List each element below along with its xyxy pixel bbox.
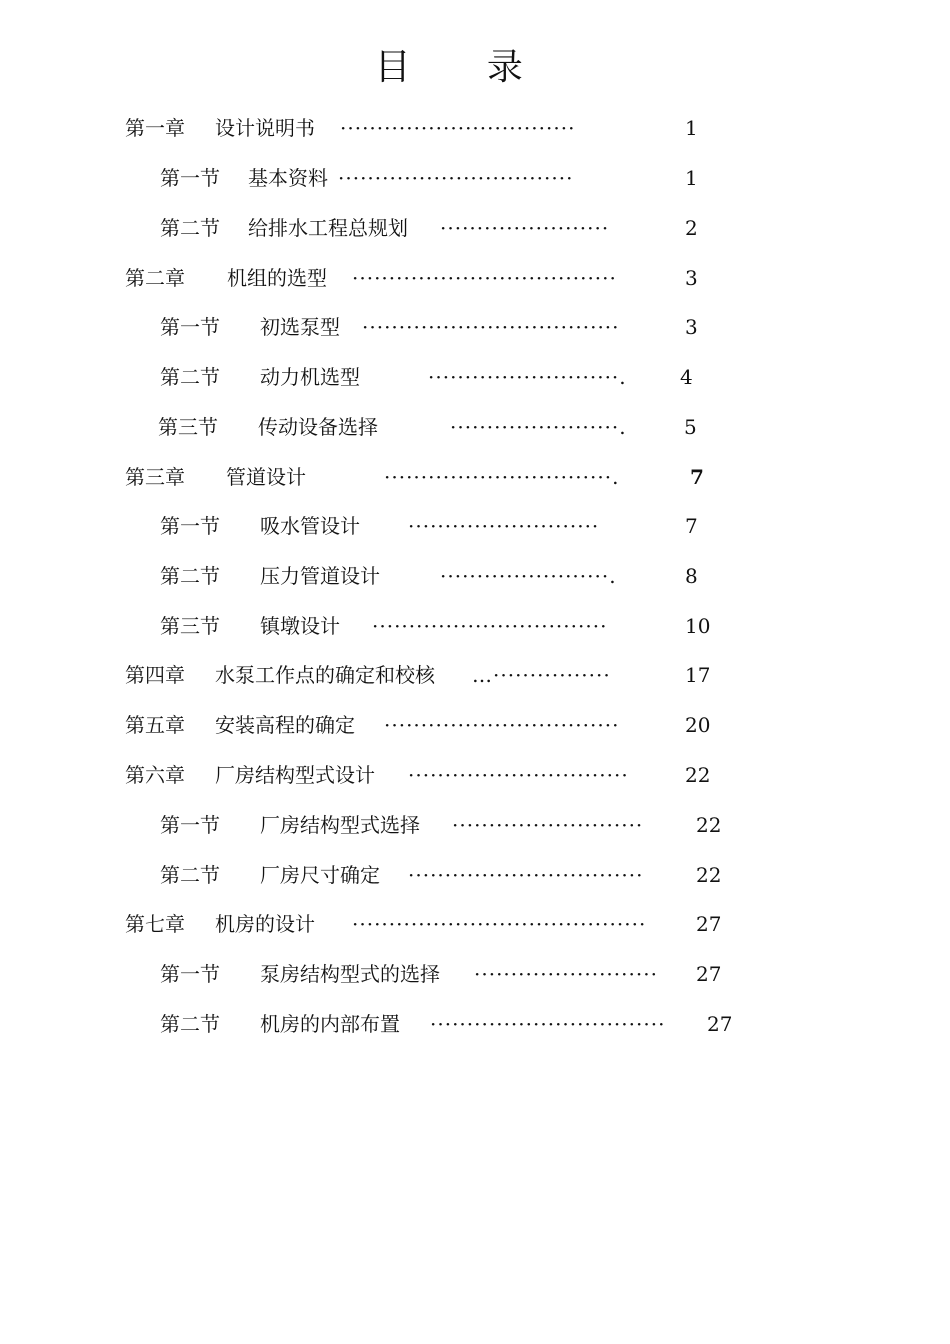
toc-entry [0,710,950,740]
toc-entry [0,1009,950,1039]
toc-entry [0,959,950,989]
toc-page-number: 7 [690,465,704,489]
toc-page-number: 22 [696,813,722,837]
toc-entry [0,611,950,641]
toc-entry [0,660,950,690]
toc-page-number: 8 [685,564,698,588]
toc-entry [0,362,950,392]
toc-entry-title: 厂房结构型式选择 [260,813,420,837]
toc-page-number: 4 [680,365,693,389]
toc-entry-title: 传动设备选择 [258,415,378,439]
toc-entry-number: 第七章 [125,912,185,936]
toc-entry [0,312,950,342]
toc-entry [0,909,950,939]
toc-entry-title: 压力管道设计 [260,564,380,588]
toc-page-number: 3 [685,315,698,339]
toc-leader-dots: ························· [474,962,658,986]
toc-leader-dots: ·······················. [440,564,617,588]
toc-leader-dots: ································ [430,1012,666,1036]
toc-entry-title: 机房的内部布置 [260,1012,400,1036]
toc-entry [0,561,950,591]
toc-entry-title: 镇墩设计 [260,614,340,638]
toc-entry-number: 第五章 [125,713,185,737]
toc-entry-title: 机房的设计 [215,912,315,936]
toc-entry-number: 第二节 [160,1012,220,1036]
toc-entry [0,810,950,840]
toc-entry-number: 第二节 [160,564,220,588]
toc-entry [0,860,950,890]
toc-page-number: 10 [685,614,711,638]
toc-entry-title: 厂房尺寸确定 [260,863,380,887]
toc-leader-dots: ···································· [352,266,617,290]
toc-page-number: 17 [685,663,711,687]
toc-leader-dots: ·························· [452,813,644,837]
toc-page-number: 22 [685,763,711,787]
toc-entry-title: 泵房结构型式的选择 [260,962,440,986]
toc-leader-dots: ································ [408,863,644,887]
toc-entry-title: 机组的选型 [227,266,327,290]
toc-entry [0,263,950,293]
toc-entry [0,213,950,243]
toc-page-number: 1 [685,116,698,140]
toc-entry-title: 水泵工作点的确定和校核 [215,663,435,687]
toc-entry-number: 第一节 [160,166,220,190]
toc-leader-dots: …················ [472,663,611,687]
toc-entry-title: 设计说明书 [215,116,315,140]
toc-page-number: 2 [685,216,698,240]
toc-entry-number: 第二章 [125,266,185,290]
toc-entry-number: 第二节 [160,216,220,240]
toc-page-number: 27 [696,962,722,986]
toc-entry-title: 吸水管设计 [260,514,360,538]
toc-leader-dots: ········································ [352,912,647,936]
toc-leader-dots: ··································· [362,315,620,339]
toc-entry [0,163,950,193]
toc-page-number: 3 [685,266,698,290]
toc-leader-dots: ······························ [408,763,629,787]
toc-entry [0,113,950,143]
toc-entry-number: 第一章 [125,116,185,140]
toc-entry-number: 第三章 [125,465,185,489]
toc-entry-title: 安装高程的确定 [215,713,355,737]
toc-entry-title: 厂房结构型式设计 [215,763,375,787]
toc-entry-number: 第三节 [158,415,218,439]
toc-entry-number: 第四章 [125,663,185,687]
toc-entry-number: 第六章 [125,763,185,787]
toc-leader-dots: ································ [372,614,608,638]
toc-entry-number: 第一节 [160,315,220,339]
toc-leader-dots: ································ [340,116,576,140]
toc-page-number: 27 [696,912,722,936]
toc-entry-title: 管道设计 [226,465,306,489]
toc-entry-title: 基本资料 [248,166,328,190]
page-title: 目 录 [374,47,556,88]
toc-leader-dots: ··························. [428,365,627,389]
toc-leader-dots: ······················· [440,216,610,240]
toc-entry-title: 给排水工程总规划 [248,216,408,240]
toc-entry [0,511,950,541]
toc-entry-number: 第一节 [160,514,220,538]
toc-page-number: 1 [685,166,698,190]
toc-leader-dots: ································ [384,713,620,737]
toc-entry [0,462,950,492]
toc-page-number: 5 [684,415,697,439]
toc-leader-dots: ·······························. [384,465,620,489]
toc-entry-number: 第一节 [160,962,220,986]
toc-page-number: 20 [685,713,711,737]
toc-entry-number: 第二节 [160,863,220,887]
toc-leader-dots: ·······················. [450,415,627,439]
toc-entry-number: 第一节 [160,813,220,837]
toc-entry-title: 初选泵型 [260,315,340,339]
toc-entry-title: 动力机选型 [260,365,360,389]
toc-page-number: 7 [685,514,698,538]
toc-entry-number: 第二节 [160,365,220,389]
toc-entry [0,760,950,790]
toc-entry-number: 第三节 [160,614,220,638]
toc-leader-dots: ································ [338,166,574,190]
toc-entry [0,412,950,442]
toc-leader-dots: ·························· [408,514,600,538]
toc-page-number: 27 [707,1012,733,1036]
toc-page-number: 22 [696,863,722,887]
